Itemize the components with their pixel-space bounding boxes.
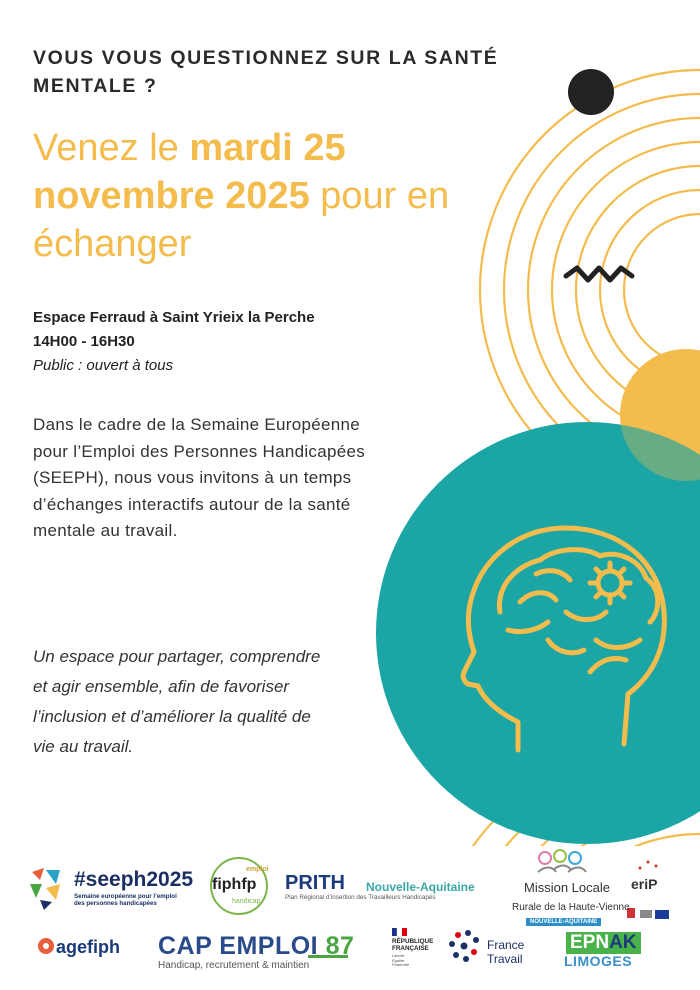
event-time: 14H00 - 16H30	[33, 333, 135, 350]
rf-motto3: Fraternité	[392, 962, 410, 967]
event-info	[33, 306, 433, 378]
seeph-logo-text: #seeph2025	[74, 868, 194, 891]
headline-part1: Venez le	[33, 127, 190, 169]
cap-emploi-text: CAP EMPLOI	[158, 932, 319, 960]
agefiph-logo-text: agefiph	[56, 937, 121, 957]
seeph-sub-line2: des personnes handicapées	[74, 900, 157, 907]
ft-line1: France	[487, 938, 525, 952]
prith-region-text: Nouvelle-Aquitaine	[366, 880, 475, 894]
fiphfp-logo-text: fiphfp	[212, 876, 257, 893]
erip-logo-text: eriP	[631, 876, 658, 892]
epnak-ak: AK	[609, 932, 637, 953]
prith-subtitle: Plan Régional d’insertion des Travailleurs Handicapés	[285, 894, 436, 901]
description-text: Dans le cadre de la Semaine Européenne pour l’Emploi des Personnes Handicapées (SEEPH), nous vous invitons à un temps d’échanges interactifs autour de la santé mentale au travail.	[33, 415, 366, 540]
mission-locale-line1: Mission Locale	[524, 880, 610, 895]
mission-locale-line2: Rurale de la Haute-Vienne	[512, 902, 630, 913]
ft-line2: Travail	[487, 952, 523, 966]
republique-flag-mark	[392, 928, 407, 936]
seeph-logo-subtitle	[74, 893, 177, 907]
fiphfp-logo-top: emploi	[246, 866, 269, 873]
france-travail-text	[487, 938, 524, 966]
mission-locale-line3: NOUVELLE-AQUITAINE	[526, 918, 601, 926]
rf-motto2: Égalité	[392, 957, 405, 963]
headline-part2: pour en échanger	[33, 175, 450, 265]
event-audience: Public : ouvert à tous	[33, 357, 174, 374]
teal-circle	[376, 422, 700, 844]
rf-motto1: Liberté	[392, 953, 405, 958]
seeph-sub-line1: Semaine européenne pour l’emploi	[74, 893, 177, 900]
epnak-logo	[566, 932, 641, 954]
rf-line1: RÉPUBLIQUE	[392, 938, 434, 945]
headline-date: mardi 25 novembre 2025	[33, 127, 346, 217]
prith-logo-text: PRITH	[285, 872, 345, 894]
cap-emploi-number: 87	[325, 932, 355, 960]
epnak-epn: EPN	[570, 932, 610, 953]
rf-line2: FRANÇAISE	[392, 945, 429, 952]
event-headline	[33, 124, 503, 268]
republique-motto	[392, 954, 409, 968]
fiphfp-logo-bottom: handicap	[232, 898, 261, 905]
cap-emploi-subtitle: Handicap, recrutement & maintien	[158, 960, 310, 971]
event-location: Espace Ferraud à Saint Yrieix la Perche	[33, 309, 315, 326]
cap-emploi-logo	[158, 932, 354, 961]
republique-francaise-text	[392, 938, 433, 952]
tagline-text: Un espace pour partager, comprendre et agir ensemble, afin de favoriser l’inclusion et d’améliorer la qualité de vie au travail.	[33, 647, 321, 756]
epnak-limoges: LIMOGES	[564, 953, 633, 969]
page-title: VOUS VOUS QUESTIONNEZ SUR LA SANTÉ MENTALE ?	[33, 47, 499, 97]
agefiph-mark	[38, 938, 54, 954]
